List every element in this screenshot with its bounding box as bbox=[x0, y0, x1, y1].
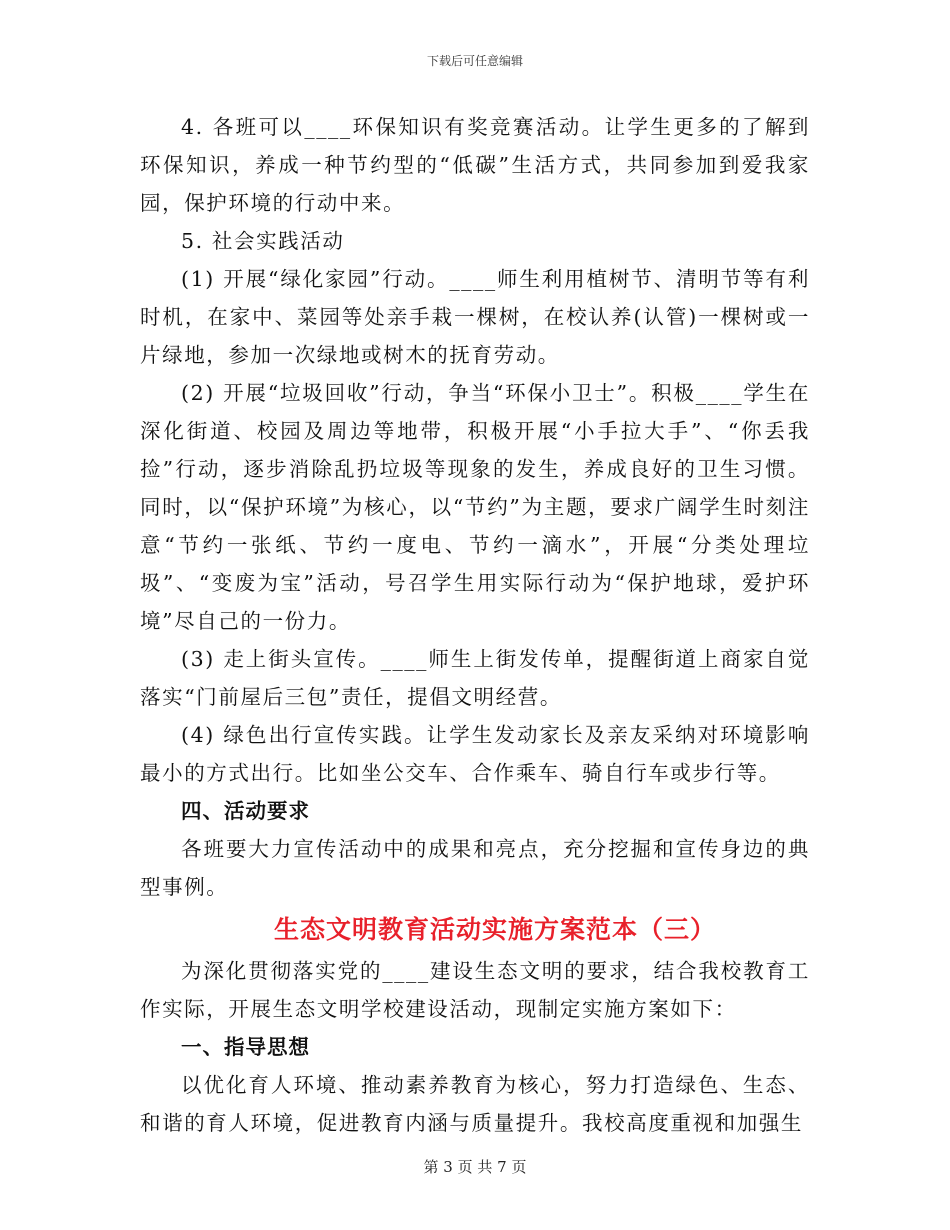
paragraph-subitem-4: (4) 绿色出行宣传实践。让学生发动家长及亲友采纳对环境影响最小的方式出行。比如坐公交车、合作乘车、骑自行车或步行等。 bbox=[140, 723, 810, 785]
paragraph-guiding-thought: 以优化育人环境、推动素养教育为核心，努力打造绿色、生态、和谐的育人环境，促进教育内涵与质量提升。我校高度重视和加强生 bbox=[140, 1073, 810, 1135]
document-body bbox=[140, 108, 810, 1142]
section-heading-guiding-thought: 一、指导思想 bbox=[181, 1035, 310, 1059]
paragraph-requirements: 各班要大力宣传活动中的成果和亮点，充分挖掘和宣传身边的典型事例。 bbox=[140, 837, 810, 899]
paragraph-item-4: 4. 各班可以____环保知识有奖竞赛活动。让学生更多的了解到环保知识，养成一种节约型的“低碳”生活方式，共同参加到爱我家园，保护环境的行动中来。 bbox=[140, 115, 810, 215]
page-footer: 第 3 页 共 7 页 bbox=[423, 1158, 527, 1176]
document-section-title: 生态文明教育活动实施方案范本（三） bbox=[273, 915, 716, 944]
section-heading-requirements: 四、活动要求 bbox=[181, 799, 310, 823]
paragraph-intro: 为深化贯彻落实党的____建设生态文明的要求，结合我校教育工作实际，开展生态文明学校建设活动，现制定实施方案如下： bbox=[140, 959, 810, 1021]
paragraph-subitem-1: (1) 开展“绿化家园”行动。____师生利用植树节、清明节等有利时机，在家中、菜园等处亲手栽一棵树，在校认养(认管)一棵树或一片绿地，参加一次绿地或树木的抚育劳动。 bbox=[140, 267, 810, 367]
page-header: 下载后可任意编辑 bbox=[426, 54, 523, 68]
paragraph-subitem-3: (3) 走上街头宣传。____师生上街发传单，提醒街道上商家自觉落实“门前屋后三包”责任，提倡文明经营。 bbox=[140, 647, 810, 709]
paragraph-subitem-2: (2) 开展“垃圾回收”行动，争当“环保小卫士”。积极____学生在深化街道、校园及周边等地带，积极开展“小手拉大手”、“你丢我捡”行动，逐步消除乱扔垃圾等现象的发生，养成良好的卫生习惯。同时，以“保护环境”为核心，以“节约”为主题，要求广阔学生时刻注意“节约一张纸、节约一度电、节约一滴水”，开展“分类处理垃圾”、“变废为宝”活动，号召学生用实际行动为“保护地球，爱护环境”尽自己的一份力。 bbox=[140, 381, 810, 633]
paragraph-item-5: 5. 社会实践活动 bbox=[181, 229, 345, 253]
